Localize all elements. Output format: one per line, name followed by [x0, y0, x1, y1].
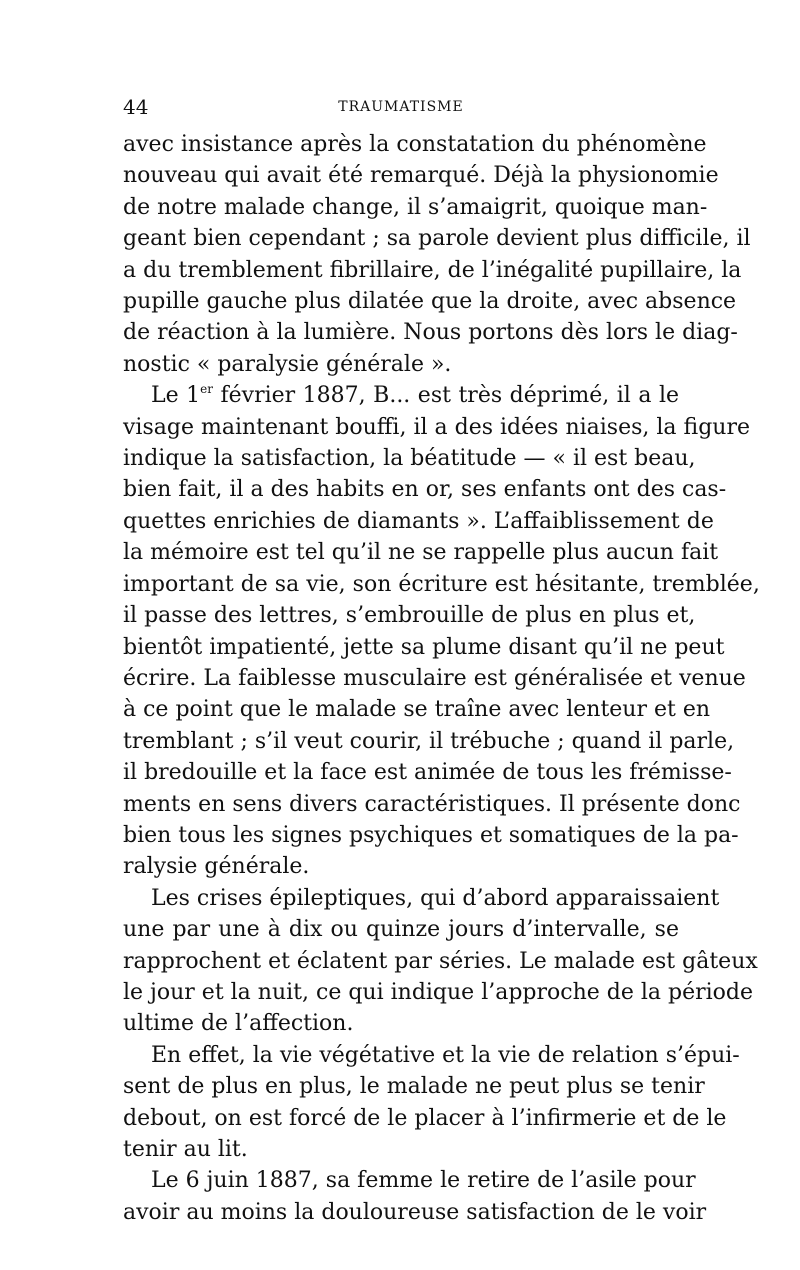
text-line	[123, 380, 679, 411]
text-line: En effet, la vie végétative et la vie de relation s’épui-	[151, 1042, 740, 1068]
text-line: écrire. La faiblesse musculaire est généralisée et venue	[123, 665, 746, 691]
line-text: février 1887, B... est très déprimé, il a le	[212, 383, 680, 409]
text-line: rapprochent et éclatent par séries. Le malade est gâteux	[123, 948, 758, 974]
book-page	[123, 94, 760, 1228]
text-line: il passe des lettres, s’embrouille de plus en plus et,	[123, 603, 696, 629]
text-line: a du tremblement fibrillaire, de l’inégalité pupillaire, la	[123, 257, 742, 283]
text-line: de notre malade change, il s’amaigrit, quoique man-	[123, 194, 708, 220]
page-number: 44	[123, 95, 149, 119]
text-line: indique la satisfaction, la béatitude — « il est beau,	[123, 446, 696, 472]
paragraph-5	[123, 1165, 707, 1228]
running-title: TRAUMATISME	[338, 99, 464, 115]
text-line: une par une à dix ou quinze jours d’intervalle, se	[123, 917, 679, 943]
ordinal-superscript: er	[200, 382, 213, 397]
text-line: bien tous les signes psychiques et somatiques de la pa-	[123, 822, 739, 848]
text-line: important de sa vie, son écriture est hésitante, tremblée,	[123, 571, 760, 597]
text-line: la mémoire est tel qu’il ne se rappelle plus aucun fait	[123, 540, 719, 566]
text-line: il bredouille et la face est animée de tous les frémisse-	[123, 760, 732, 786]
text-line: Le 6 juin 1887, sa femme le retire de l’asile pour	[151, 1168, 696, 1194]
text-line: bientôt impatienté, jette sa plume disant qu’il ne peut	[123, 634, 725, 660]
text-line: ments en sens divers caractéristiques. Il présente donc	[123, 791, 741, 817]
text-line: tenir au lit.	[123, 1137, 248, 1162]
text-line: sent de plus en plus, le malade ne peut plus se tenir	[123, 1074, 705, 1100]
text-line: quettes enrichies de diamants ». L’affaiblissement de	[123, 508, 714, 534]
body-text	[123, 129, 760, 1228]
text-line: nostic « paralysie générale ».	[123, 351, 452, 377]
text-line: Les crises épileptiques, qui d’abord apparaissaient	[151, 885, 720, 911]
text-line: geant bien cependant ; sa parole devient plus difficile, il	[123, 226, 751, 252]
line-text: Le 1	[151, 383, 201, 409]
text-line: visage maintenant bouffi, il a des idées niaises, la figure	[123, 414, 750, 440]
text-line: debout, on est forcé de le placer à l’infirmerie et de le	[123, 1105, 727, 1131]
paragraph-4	[123, 1040, 740, 1166]
text-line: de réaction à la lumière. Nous portons dès lors le diag-	[123, 320, 738, 346]
text-line: bien fait, il a des habits en or, ses enfants ont des cas-	[123, 477, 727, 503]
text-line: à ce point que le malade se traîne avec lenteur et en	[123, 697, 711, 723]
text-line: avoir au moins la douloureuse satisfaction de le voir	[123, 1199, 707, 1225]
paragraph-3	[123, 883, 758, 1040]
text-line: pupille gauche plus dilatée que la droite, avec absence	[123, 289, 737, 315]
text-line: ultime de l’affection.	[123, 1011, 354, 1037]
paragraph-1	[123, 129, 751, 380]
text-line: avec insistance après la constatation du phénomène	[123, 132, 707, 157]
text-line: le jour et la nuit, ce qui indique l’approche de la période	[123, 979, 754, 1005]
text-line: ralysie générale.	[123, 854, 310, 880]
page-header	[123, 94, 679, 120]
text-line: nouveau qui avait été remarqué. Déjà la physionomie	[123, 163, 719, 189]
text-line: tremblant ; s’il veut courir, il trébuche ; quand il parle,	[123, 728, 735, 754]
paragraph-2	[123, 380, 760, 883]
